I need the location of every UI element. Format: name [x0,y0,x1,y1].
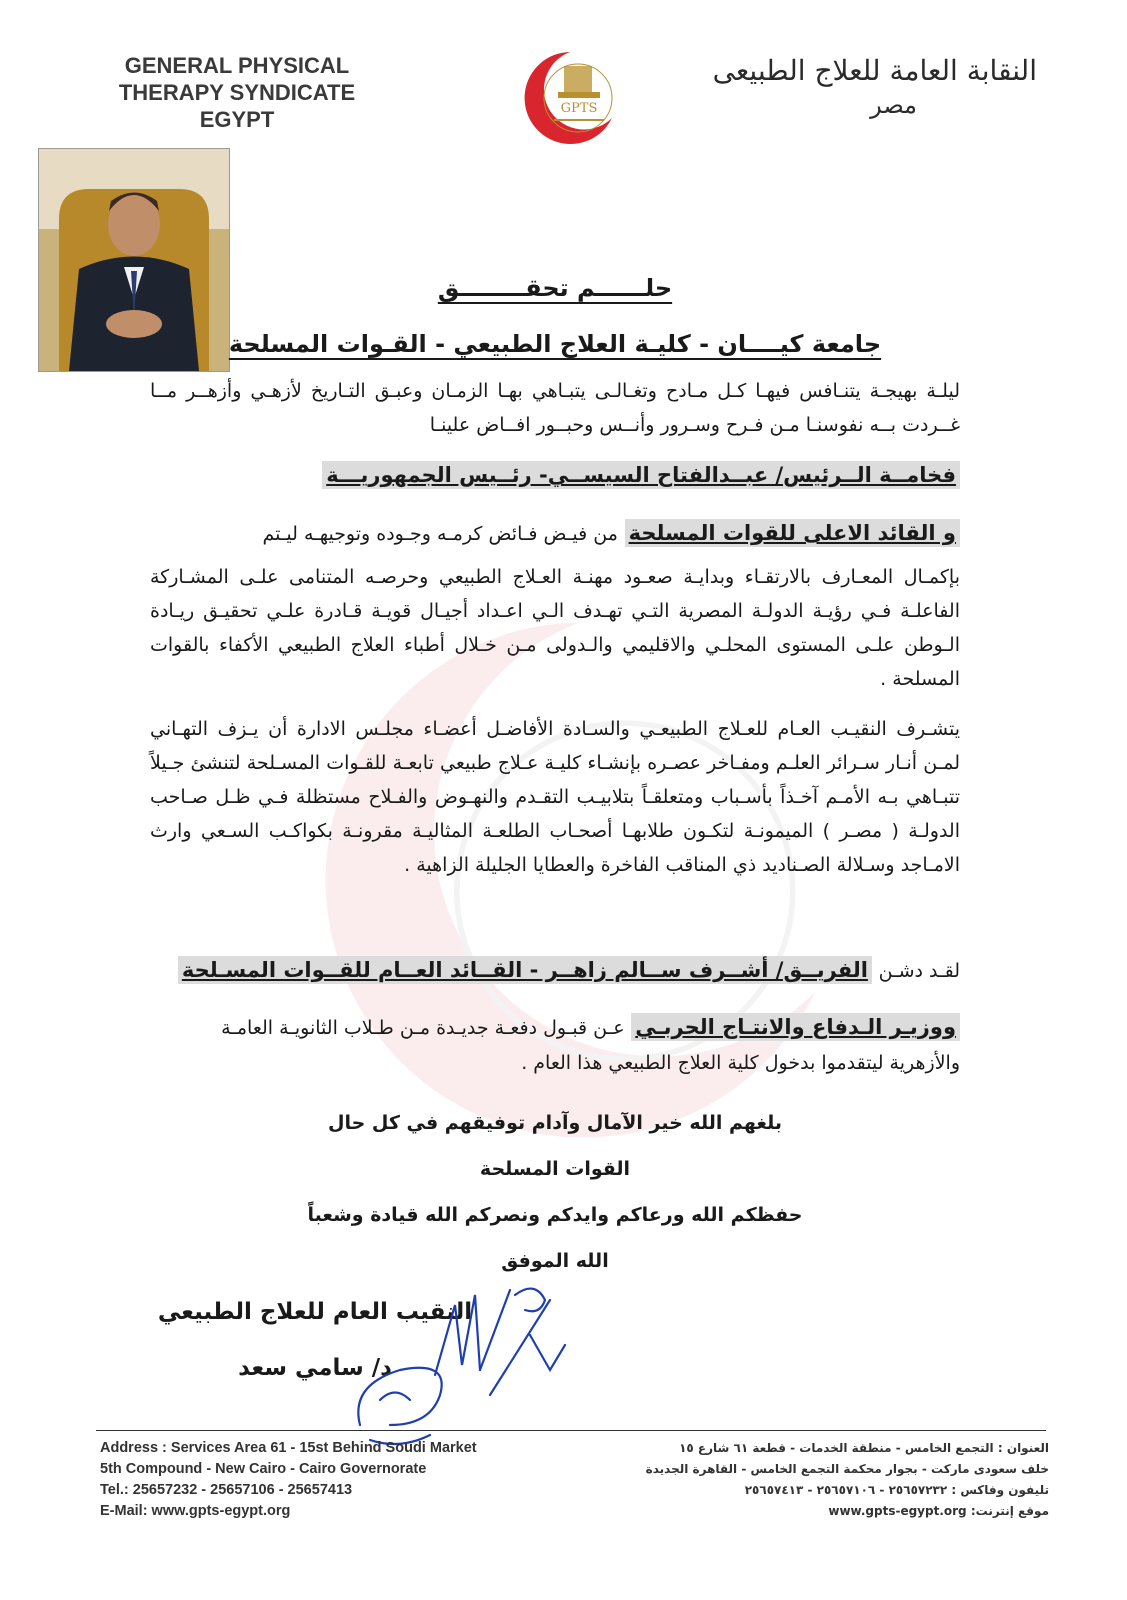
footer-en-address: Address : Services Area 61 - 15st Behind Soudi Market [100,1440,477,1456]
highlight-line-president [150,458,960,492]
signatory-title: النقيب العام للعلاج الطبيعي [157,1299,473,1325]
handwritten-signature [340,1275,590,1455]
president-name: فخامــة الــرئيس/ عبــدالفتاح السيســي- رئــيس الجمهوريـــة [322,461,960,489]
header-ar-title: النقابة العامة للعلاج الطبيعى [712,54,1037,87]
highlight-line-defense [150,1010,960,1080]
paragraph-1: ليلـة بهيجـة يتنـافس فيهـا كـل مـادح وتغـالـى يتبـاهي بهـا الزمـان وعبـق التـاريخ لأزهـي وأزهــر مــا غــردت بــه نفوسنـا مـن فـرح وسـرور وأنــس وحبــور افــاض علينـا [150,380,960,436]
header-en-line-1: GENERAL PHYSICAL [124,53,350,78]
header-en-line-2: THERAPY SYNDICATE [118,80,356,105]
closing-line-1: بلغهم الله خير الآمال وآدام توفيقهم في كل حال [327,1112,783,1134]
paragraph-5-pre: لقـد دشـن [878,960,960,982]
gpts-logo [520,48,620,148]
footer-ar-website: موقع إنترنت: www.gpts-egypt.org [828,1504,1049,1518]
letter-title: حلــــــم تحقــــــــق [437,274,673,302]
header-en-line-3: EGYPT [199,107,275,132]
closing-line-2: القوات المسلحة [479,1158,631,1180]
footer-en-email: E-Mail: www.gpts-egypt.org [100,1503,291,1519]
closing-line-3: حفظكم الله ورعاكم وايدكم ونصركم الله قيادة وشعباً [307,1204,803,1226]
logo-text: GPTS [560,101,598,116]
footer-english [100,1438,540,1522]
paragraph-6-rest: عـن قبـول دفعـة جديـدة مـن طـلاب الثانويـة العامـة والأزهرية ليتقدموا بدخول كلية العلاج الطبيعي هذا العام . [221,1017,960,1074]
footer-en-phone: Tel.: 25657232 - 25657106 - 25657413 [100,1482,353,1498]
footer-ar-area: خلف سعودى ماركت - بجوار محكمة التجمع الخامس - القاهرة الجديدة [645,1462,1049,1476]
footer-ar-address: العنوان : التجمع الخامس - منطقة الخدمات - قطعة ٦١ شارع ١٥ [679,1441,1049,1455]
highlight-line-minister [150,953,960,988]
supreme-commander: و القائد الاعلى للقوات المسلحة [625,519,960,547]
highlight-line-commander [150,516,960,551]
paragraph-4: يتشـرف النقيـب العـام للعـلاج الطبيعـي والسـادة الأفاضـل أعضـاء مجلـس الادارة أن يـزف التهـاني لمـن أنـار سـرائر العلـم ومفـاخر عصـره بإنشـاء كليـة عـلاج طبيعي تابعـة للقـوات المسـلحة لتنشئ جـيلاً تتبـاهي بـه الأمـم آخـذاً بأسـباب ومتعلقـاً بتلابيـب التقـدم والنهـوض والفـلاح مستظلة فـي ظـل صـاحب الدولـة ( مصـر ) الميمونـة لتكـون طلابهـا أصحـاب الطلعـة المثاليـة مقرونـة بكواكـب السـعي وارث الامـاجد وسـلالة الصـناديد ذي المناقب الفاخرة والعطايا الجليلة الزاهية . [150,718,960,876]
letter-subtitle: جامعة كيــــان - كليـة العلاج الطبيعي - القـوات المسلحة [228,330,882,358]
footer-en-area: 5th Compound - New Cairo - Cairo Governorate [100,1461,427,1477]
signatory-name: د/ سامي سعد [238,1355,392,1381]
syndicate-name-english [92,52,382,133]
paragraph-3: بإكمـال المعـارف بالارتقـاء وبدايـة صعـود مهنـة العـلاج الطبيعي وحرصـه المتنامى علـى المشـاركة الفاعلـة فـي رؤيـة الدولـة المصرية التـي تهـدف الـي اعـداد أجيـال قويـة قـادرة علـي تحقيـق ريـادة الـوطن علـى المستوى المحلـي والاقليمي والـدولى مـن خـلال أطباء العلاج الطبيعي الأكفاء بالقوات المسلحة . [150,566,960,690]
minister-name: الفريــق/ أشــرف ســالم زاهــر - القــائد العــام للقــوات المسـلحة [178,956,872,984]
closing-line-4: الله الموفق [501,1250,609,1272]
footer-arabic [599,1438,1049,1522]
footer-divider [96,1430,1046,1431]
footer-ar-phone: تليفون وفاكس : ٢٥٦٥٧٢٣٢ - ٢٥٦٥٧١٠٦ - ٢٥٦٥٧٤١٣ [744,1483,1049,1497]
paragraph-2-rest: من فيـض فـائض كرمـه وجـوده وتوجيهـه ليـتم [262,523,618,545]
syndicate-name-arabic [677,54,1037,119]
header-ar-sub: مصر [870,91,917,119]
defense-minister-title: ووزيـر الـدفاع والانتـاج الحربـي [631,1013,960,1041]
